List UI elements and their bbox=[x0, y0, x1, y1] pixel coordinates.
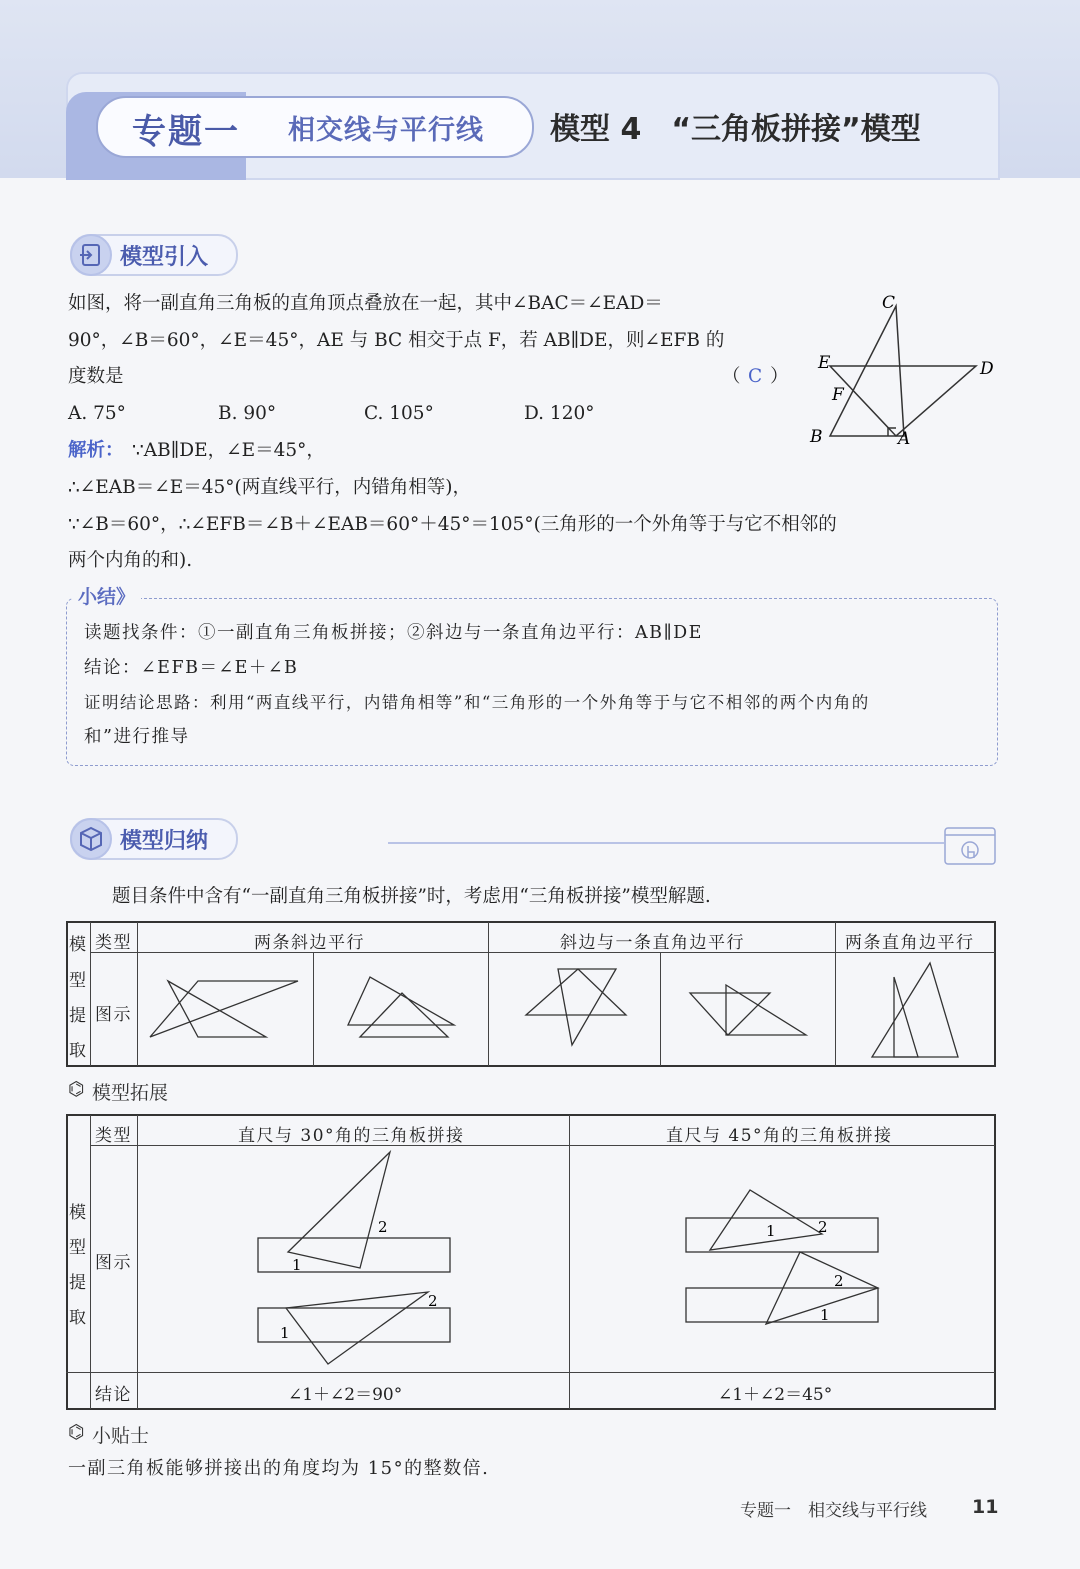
option-b: B. 90° bbox=[218, 403, 277, 424]
t1-type-label: 类型 bbox=[95, 933, 132, 953]
section-badge-intro bbox=[70, 234, 238, 276]
topic-pill bbox=[96, 96, 534, 158]
footer-chapter: 专题一 相交线与平行线 bbox=[740, 1501, 927, 1521]
t1-col-1: 两条斜边平行 bbox=[254, 933, 365, 953]
analysis-line-3: ∵∠B＝60°，∴∠EFB＝∠B＋∠EAB＝60°＋45°＝105°(三角形的一个外角等于与它不相邻的 bbox=[68, 514, 837, 535]
t2-type-label: 类型 bbox=[95, 1126, 132, 1146]
label-e: E bbox=[818, 353, 831, 373]
summary-line-2: 结论：∠EFB＝∠E＋∠B bbox=[84, 658, 299, 678]
tip-icon: ⌬ bbox=[68, 1421, 85, 1443]
fig3-tri-a bbox=[526, 969, 626, 1015]
option-a: A. 75° bbox=[68, 403, 126, 424]
option-d: D. 120° bbox=[524, 403, 595, 424]
tri-45-top bbox=[710, 1190, 822, 1250]
ruler-45-bottom bbox=[686, 1288, 878, 1322]
summary-line-1: 读题找条件：①一副直角三角板拼接；②斜边与一条直角边平行：AB∥DE bbox=[84, 623, 703, 643]
t2-figure-label: 图示 bbox=[95, 1253, 132, 1273]
t2-conclusion-2: ∠1＋∠2＝45° bbox=[718, 1385, 833, 1405]
table2-figures bbox=[138, 1146, 996, 1372]
label-d: D bbox=[980, 359, 994, 379]
label-a: A bbox=[898, 429, 911, 449]
angle-2-label: 2 bbox=[428, 1292, 438, 1310]
t1-side-1: 模 bbox=[69, 935, 88, 955]
analysis-line-1: ∵AB∥DE，∠E＝45°， bbox=[132, 440, 325, 461]
fig1-tri-b bbox=[168, 981, 266, 1037]
t2-col-1: 直尺与 30°角的三角板拼接 bbox=[238, 1126, 465, 1146]
t2-conclusion-label: 结论 bbox=[95, 1385, 132, 1405]
problem-line-3: 度数是 bbox=[68, 366, 124, 387]
fig3-tri-b bbox=[558, 969, 616, 1045]
summary-label: 小结》 bbox=[72, 582, 141, 609]
angle-2-label: 2 bbox=[834, 1272, 844, 1290]
tri-30-bottom bbox=[286, 1292, 428, 1364]
table2-vline bbox=[90, 1115, 91, 1409]
t1-figure-label: 图示 bbox=[95, 1005, 132, 1025]
t1-col-3: 两条直角边平行 bbox=[845, 933, 975, 953]
table1-figures bbox=[138, 953, 996, 1065]
ext-icon: ⌬ bbox=[68, 1078, 85, 1100]
t1-side-4: 取 bbox=[69, 1041, 88, 1061]
t1-col-2: 斜边与一条直角边平行 bbox=[560, 933, 745, 953]
problem-figure bbox=[800, 292, 1010, 452]
option-c: C. 105° bbox=[364, 403, 434, 424]
t1-side-2: 型 bbox=[69, 971, 88, 991]
angle-1-label: 1 bbox=[766, 1222, 776, 1240]
answer-value: C bbox=[748, 366, 763, 387]
section-divider bbox=[388, 842, 944, 844]
t2-side-3: 提 bbox=[69, 1273, 88, 1293]
page-number: 11 bbox=[972, 1496, 999, 1518]
t2-side-4: 取 bbox=[69, 1308, 88, 1328]
label-c: C bbox=[882, 293, 896, 313]
label-f: F bbox=[832, 385, 844, 405]
summary-line-4: 和”进行推导 bbox=[84, 727, 190, 747]
analysis-line-2: ∴∠EAB＝∠E＝45°(两直线平行，内错角相等)， bbox=[68, 477, 471, 498]
angle-2-label: 2 bbox=[818, 1218, 828, 1236]
fig5-tri-a bbox=[872, 963, 958, 1057]
analysis-line-4: 两个内角的和). bbox=[68, 550, 193, 571]
angle-2-label: 2 bbox=[378, 1218, 388, 1236]
table1-vline bbox=[90, 922, 91, 1066]
t1-side-3: 提 bbox=[69, 1006, 88, 1026]
analysis-label: 解析： bbox=[68, 440, 124, 461]
model-title: 模型 4 “三角板拼接”模型 bbox=[550, 112, 921, 147]
angle-1-label: 1 bbox=[280, 1324, 290, 1342]
t2-side-2: 型 bbox=[69, 1238, 88, 1258]
section2-intro: 题目条件中含有“一副直角三角板拼接”时，考虑用“三角板拼接”模型解题. bbox=[112, 886, 711, 907]
answer-paren-left: （ bbox=[722, 366, 741, 387]
angle-1-label: 1 bbox=[820, 1306, 830, 1324]
tip-title: 小贴士 bbox=[92, 1425, 150, 1447]
tri-30-top bbox=[288, 1152, 390, 1268]
click-icon bbox=[944, 826, 996, 868]
problem-line-1: 如图，将一副直角三角板的直角顶点叠放在一起，其中∠BAC＝∠EAD＝ bbox=[68, 293, 663, 314]
tip-text: 一副三角板能够拼接出的角度均为 15°的整数倍. bbox=[68, 1458, 490, 1479]
t2-col-2: 直尺与 45°角的三角板拼接 bbox=[666, 1126, 893, 1146]
topic-name: 相交线与平行线 bbox=[288, 115, 484, 146]
t2-side-1: 模 bbox=[69, 1203, 88, 1223]
summary-line-3: 证明结论思路：利用“两直线平行，内错角相等”和“三角形的一个外角等于与它不相邻的两个内角的 bbox=[84, 693, 870, 712]
triangle-abc bbox=[830, 306, 904, 436]
angle-1-label: 1 bbox=[292, 1256, 302, 1274]
document-icon bbox=[70, 234, 112, 276]
problem-line-2: 90°，∠B＝60°，∠E＝45°，AE 与 BC 相交于点 F，若 AB∥DE，则∠EFB 的 bbox=[68, 330, 725, 351]
answer-paren-right: ） bbox=[770, 366, 789, 387]
cube-icon bbox=[70, 818, 112, 860]
section-badge-label: 模型引入 bbox=[120, 245, 209, 270]
section-badge-label: 模型归纳 bbox=[120, 829, 209, 854]
ext-title: 模型拓展 bbox=[92, 1082, 169, 1104]
ruler-45-top bbox=[686, 1218, 878, 1252]
table2-hline bbox=[66, 1372, 995, 1373]
section-badge-induction bbox=[70, 818, 238, 860]
fig2-tri-a bbox=[348, 977, 454, 1025]
topic-label: 专题一 bbox=[132, 112, 240, 152]
t2-conclusion-1: ∠1＋∠2＝90° bbox=[288, 1385, 403, 1405]
label-b: B bbox=[810, 427, 823, 447]
fig4-tri-a bbox=[690, 993, 770, 1035]
fig2-tri-b bbox=[360, 993, 448, 1037]
